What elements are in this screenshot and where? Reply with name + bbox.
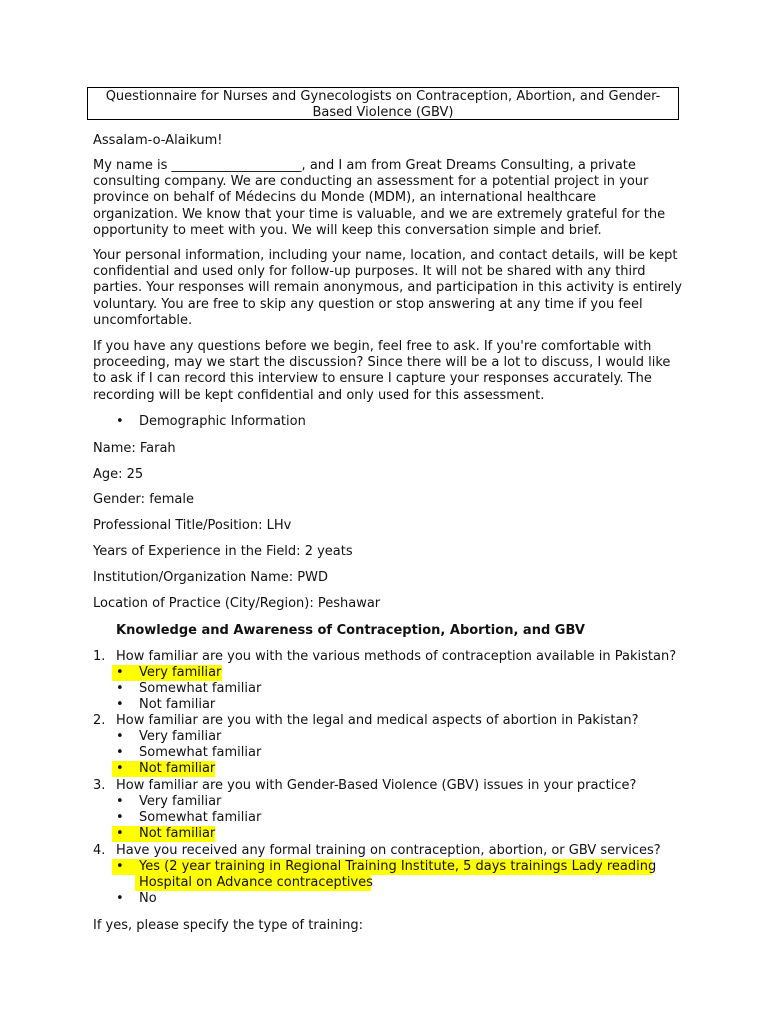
demo-title: Professional Title/Position: LHv	[93, 518, 292, 533]
bullet-icon: •	[116, 729, 124, 744]
bullet-icon: •	[116, 794, 124, 809]
intro-paragraph-1: My name is ____________________, and I am from Great Dreams Consulting, a private consulting company. We are conducting an assessment for a potential project in your province on behalf of Médecins du Monde (MDM), an international healthcare organization. We know that your time is valuable, and we are extremely grateful for the opportunity to meet with you. We will keep this conversation simple and brief.	[93, 158, 666, 238]
document-title: Questionnaire for Nurses and Gynecologists on Contraception, Abortion, and Gender-Based Violence (GBV)	[87, 87, 679, 120]
demo-age: Age: 25	[93, 467, 144, 482]
question-3: 3. How familiar are you with Gender-Based Violence (GBV) issues in your practice?	[93, 778, 637, 793]
demo-gender: Gender: female	[93, 492, 195, 507]
bullet-icon: •	[116, 414, 124, 429]
demo-location: Location of Practice (City/Region): Peshawar	[93, 596, 381, 611]
bullet-icon: •	[116, 810, 124, 825]
bullet-icon: •	[116, 697, 124, 712]
bullet-icon: •	[116, 665, 124, 680]
bullet-icon: •	[116, 859, 124, 874]
section-heading: Knowledge and Awareness of Contraception, Abortion, and GBV	[116, 623, 585, 638]
greeting: Assalam-o-Alaikum!	[93, 133, 223, 148]
bullet-icon: •	[116, 745, 124, 760]
question-4: 4. Have you received any formal training on contraception, abortion, or GBV services?	[93, 843, 661, 858]
bullet-icon: •	[116, 891, 124, 906]
bullet-icon: •	[116, 681, 124, 696]
follow-up-question: If yes, please specify the type of training:	[93, 918, 364, 933]
intro-paragraph-2: Your personal information, including your name, location, and contact details, will be kept confidential and used only for follow-up purposes. It will not be shared with any third parties. Your responses will remain anonymous, and participation in this activity is entirely voluntary. You are free to skip any question or stop answering at any time if you feel uncomfortable.	[93, 248, 682, 328]
bullet-icon: •	[116, 761, 124, 776]
bullet-icon: •	[116, 826, 124, 841]
intro-paragraph-3: If you have any questions before we begin, feel free to ask. If you're comfortable with proceeding, may we start the discussion? Since there will be a lot to discuss, I would like to ask if I can record this interview to ensure I capture your responses accurately. The recording will be kept confidential and only used for this assessment.	[93, 339, 671, 403]
demo-institution: Institution/Organization Name: PWD	[93, 570, 328, 585]
question-1: 1. How familiar are you with the various methods of contraception available in Pakistan?	[93, 649, 677, 664]
question-2: 2. How familiar are you with the legal and medical aspects of abortion in Pakistan?	[93, 713, 639, 728]
demo-experience: Years of Experience in the Field: 2 yeats	[93, 544, 353, 559]
demo-name: Name: Farah	[93, 441, 176, 456]
